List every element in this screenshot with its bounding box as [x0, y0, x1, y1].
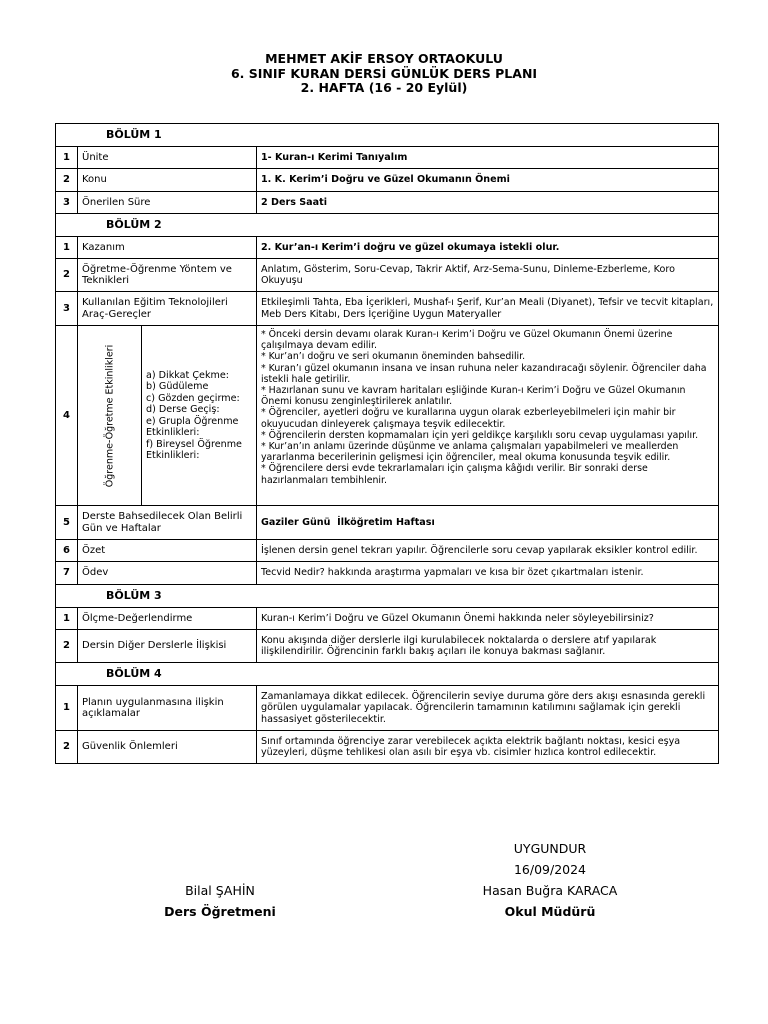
row-number: 2	[56, 259, 78, 292]
principal-signature	[450, 838, 650, 922]
row-value: Gaziler Günü İlköğretim Haftası	[257, 506, 719, 540]
table-row	[56, 259, 719, 292]
activity-item: * Kur’an’ı doğru ve seri okumanın öneminden bahsedilir.	[261, 351, 526, 363]
teacher-name: Bilal ŞAHİN	[185, 883, 255, 898]
table-row	[56, 237, 719, 259]
row-label: Önerilen Süre	[78, 192, 257, 214]
row-value: Zamanlamaya dikkat edilecek. Öğrencilerin seviye duruma göre ders akışı esnasında gerekli görülen uygulamalar yapılacak. Öğrencilerin tamamının katılımını sağlamak için gerekli hassasiyet gösterilecektir.	[257, 686, 719, 731]
row-label: Özet	[78, 540, 257, 562]
row-label: Ödev	[78, 562, 257, 585]
row-number: 2	[56, 169, 78, 192]
vertical-label-cell	[78, 326, 142, 506]
principal-name: Hasan Buğra KARACA	[482, 883, 618, 898]
step-item: b) Güdüleme	[146, 381, 209, 392]
row-number: 1	[56, 147, 78, 169]
row-label: Kazanım	[78, 237, 257, 259]
section-title-2: BÖLÜM 2	[56, 214, 719, 237]
row-value: Etkileşimli Tahta, Eba İçerikleri, Mushaf-ı Şerif, Kur’an Meali (Diyanet), Tefsir ve tecvit kitapları, Meb Ders Kitabı, Ders İçeriğine Uygun Materyaller	[257, 292, 719, 326]
row-label: Güvenlik Önlemleri	[78, 731, 257, 764]
school-name: MEHMET AKİF ERSOY ORTAOKULU	[265, 51, 503, 66]
activity-item: * Öğrencilere dersi evde tekrarlamaları için çalışma kâğıdı verilir. Bir sonraki derse hazırlanmaları tembihlenir.	[261, 463, 648, 486]
row-value: 1. K. Kerim’i Doğru ve Güzel Okumanın Önemi	[257, 169, 719, 192]
teacher-title: Ders Öğretmeni	[164, 904, 276, 919]
table-row	[56, 292, 719, 326]
row-value: 1- Kuran-ı Kerimi Tanıyalım	[257, 147, 719, 169]
section-row	[56, 585, 719, 608]
activity-item: * Kur’an’ın anlamı üzerinde düşünme ve anlama çalışmaları yapabilmeleri ve meallerden yararlanma becerilerinin gelişmesi için öğrenciler, meal okuma konusunda teşvik edilir.	[261, 441, 679, 464]
step-item: e) Grupla Öğrenme Etkinlikleri:	[146, 415, 239, 438]
activity-item: * Kuran’ı güzel okumanın insana ve insan ruhuna neler kazandıracağı söylenir. Öğrenciler daha istekli hale getirilir.	[261, 362, 707, 385]
table-row	[56, 562, 719, 585]
activity-list	[257, 326, 719, 506]
row-label: Ünite	[78, 147, 257, 169]
principal-title: Okul Müdürü	[504, 904, 596, 919]
row-number: 3	[56, 292, 78, 326]
row-value: Tecvid Nedir? hakkında araştırma yapmaları ve kısa bir özet çıkartmaları istenir.	[257, 562, 719, 585]
row-label: Dersin Diğer Derslerle İlişkisi	[78, 630, 257, 663]
section-row	[56, 124, 719, 147]
document-header	[0, 52, 768, 96]
activity-steps	[142, 326, 257, 506]
row-number: 1	[56, 237, 78, 259]
approval-date: 16/09/2024	[513, 862, 587, 877]
row-number: 3	[56, 192, 78, 214]
section-title-3: BÖLÜM 3	[56, 585, 719, 608]
row-label: Derste Bahsedilecek Olan Belirli Gün ve Haftalar	[78, 506, 257, 540]
step-item: a) Dikkat Çekme:	[146, 369, 229, 381]
section-row	[56, 214, 719, 237]
row-value: 2 Ders Saati	[257, 192, 719, 214]
row-label: Planın uygulanmasına ilişkin açıklamalar	[78, 686, 257, 731]
row-value: Sınıf ortamında öğrenciye zarar verebilecek açıkta elektrik bağlantı noktası, kesici eşya yüzeyleri, düşme tehlikesi olan asılı bir eşya vb. cisimler hızlıca kontrol edilecektir.	[257, 731, 719, 764]
activities-row	[56, 326, 719, 506]
table-row	[56, 540, 719, 562]
row-label: Konu	[78, 169, 257, 192]
activity-item: * Öğrencilerin dersten kopmamaları için yeri geldikçe karşılıklı soru cevap uygulaması yapılır.	[261, 429, 699, 441]
vertical-label: Öğrenme-Öğretme Etkinlikleri	[103, 344, 115, 487]
table-row	[56, 506, 719, 540]
row-label: Kullanılan Eğitim Teknolojileri Araç-Gereçler	[78, 292, 257, 326]
lesson-plan-table	[55, 123, 719, 764]
table-row	[56, 147, 719, 169]
activity-item: * Önceki dersin devamı olarak Kuran-ı Kerim’i Doğru ve Güzel Okumanın Önemi üzerine çalışılmaya devam edilir.	[261, 329, 673, 352]
activity-item: * Öğrenciler, ayetleri doğru ve kurallarına uygun olarak ezberleyebilmeleri için mahir bir okuyucudan dinleyerek çalışmaya teşvik edilecektir.	[261, 407, 676, 430]
section-title-1: BÖLÜM 1	[56, 124, 719, 147]
step-item: d) Derse Geçiş:	[146, 404, 220, 415]
table-row	[56, 192, 719, 214]
row-label: Öğretme-Öğrenme Yöntem ve Teknikleri	[78, 259, 257, 292]
step-item: c) Gözden geçirme:	[146, 392, 240, 404]
section-title-4: BÖLÜM 4	[56, 663, 719, 686]
table-row	[56, 169, 719, 192]
row-number: 5	[56, 506, 78, 540]
table-row	[56, 630, 719, 663]
row-value: Konu akışında diğer derslerle ilgi kurulabilecek noktalarda o derslere atıf yapılarak ilişkilendirilir. Öğrencinin farklı bakış açıları ile konuya bakması sağlanır.	[257, 630, 719, 663]
row-number: 6	[56, 540, 78, 562]
row-label: Ölçme-Değerlendirme	[78, 608, 257, 630]
row-number: 2	[56, 630, 78, 663]
row-number: 1	[56, 686, 78, 731]
activity-item: * Hazırlanan sunu ve kavram haritaları eşliğinde Kuran-ı Kerim’i Doğru ve Güzel Okumanın Önemi konusu zenginleştirilerek anlatılır.	[261, 385, 686, 408]
approval-label: UYGUNDUR	[513, 841, 587, 856]
step-item: f) Bireysel Öğrenme Etkinlikleri:	[146, 438, 242, 461]
row-number: 2	[56, 731, 78, 764]
row-value: 2. Kur’an-ı Kerim’i doğru ve güzel okumaya istekli olur.	[257, 237, 719, 259]
section-row	[56, 663, 719, 686]
row-number: 4	[56, 326, 78, 506]
table-row	[56, 608, 719, 630]
table-row	[56, 686, 719, 731]
teacher-signature	[140, 880, 300, 922]
row-number: 1	[56, 608, 78, 630]
plan-title: 6. SINIF KURAN DERSİ GÜNLÜK DERS PLANI	[230, 65, 538, 81]
row-value: İşlenen dersin genel tekrarı yapılır. Öğrencilerle soru cevap yapılarak eksikler kontrol edilir.	[257, 540, 719, 562]
table-row	[56, 731, 719, 764]
week-title: 2. HAFTA (16 - 20 Eylül)	[300, 80, 468, 95]
row-value: Anlatım, Gösterim, Soru-Cevap, Takrir Aktif, Arz-Sema-Sunu, Dinleme-Ezberleme, Koro Okuyuşu	[257, 259, 719, 292]
row-value: Kuran-ı Kerim’i Doğru ve Güzel Okumanın Önemi hakkında neler söyleyebilirsiniz?	[257, 608, 719, 630]
row-number: 7	[56, 562, 78, 585]
